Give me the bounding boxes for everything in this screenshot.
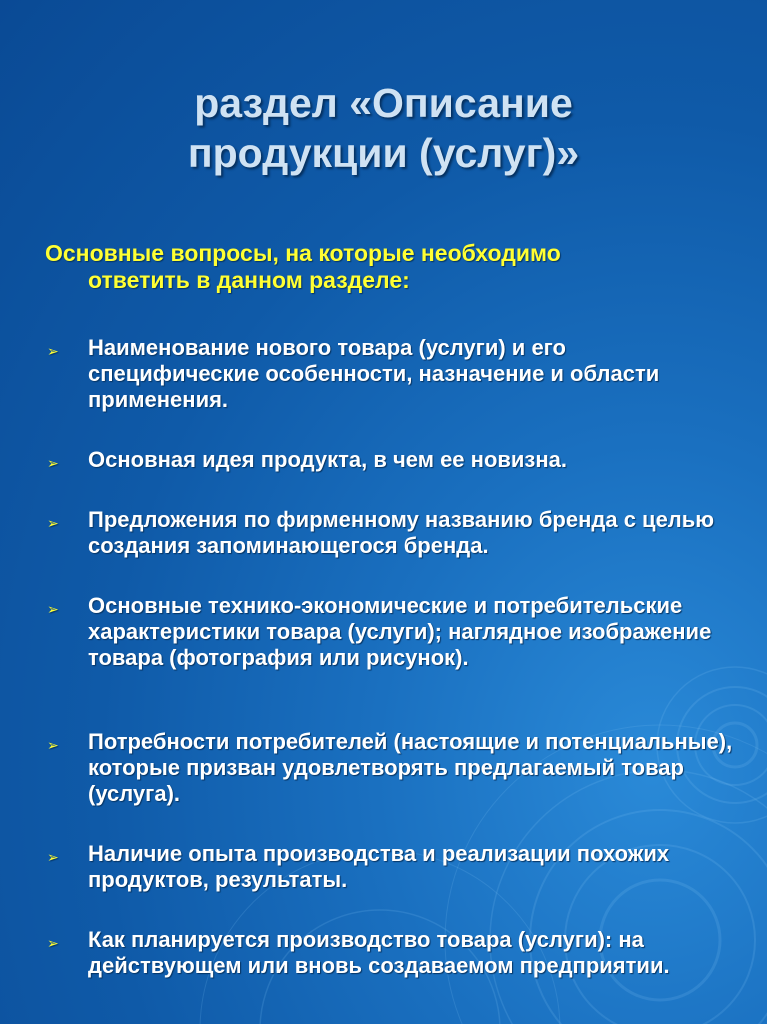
title-line-2: продукции (услуг)» bbox=[187, 130, 580, 176]
bullet-text: Основные технико-экономические и потребительские характеристики товара (услуги); наглядное изображение товара (фотография или рисунок). bbox=[88, 593, 712, 670]
bullet-text: Наличие опыта производства и реализации похожих продуктов, результаты. bbox=[88, 841, 670, 892]
list-item bbox=[45, 593, 735, 671]
arrow-bullet-icon: ➢ bbox=[47, 737, 59, 753]
list-item bbox=[45, 507, 735, 559]
arrow-bullet-icon: ➢ bbox=[47, 515, 59, 531]
bullet-text: Основная идея продукта, в чем ее новизна. bbox=[88, 447, 568, 472]
bullet-text: Наименование нового товара (услуги) и его специфические особенности, назначение и области применения. bbox=[88, 335, 660, 412]
list-item bbox=[45, 335, 735, 413]
arrow-bullet-icon: ➢ bbox=[47, 935, 59, 951]
slide-title bbox=[60, 78, 707, 178]
arrow-bullet-icon: ➢ bbox=[47, 343, 59, 359]
title-line-1: раздел «Описание bbox=[194, 80, 573, 126]
bullet-text: Как планируется производство товара (услуги): на действующем или вновь создаваемом предприятии. bbox=[88, 927, 670, 978]
subtitle-line-2: ответить в данном разделе: bbox=[88, 267, 410, 293]
list-item bbox=[45, 841, 735, 893]
bullet-text: Предложения по фирменному названию бренда с целью создания запоминающегося бренда. bbox=[88, 507, 715, 558]
bullet-text: Потребности потребителей (настоящие и потенциальные), которые призван удовлетворять предлагаемый товар (услуга). bbox=[88, 729, 733, 806]
section-subtitle bbox=[45, 240, 735, 294]
arrow-bullet-icon: ➢ bbox=[47, 455, 59, 471]
arrow-bullet-icon: ➢ bbox=[47, 849, 59, 865]
list-item bbox=[45, 927, 735, 979]
list-item bbox=[45, 447, 735, 473]
subtitle-line-1: Основные вопросы, на которые необходимо bbox=[45, 240, 561, 266]
list-item bbox=[45, 729, 735, 807]
arrow-bullet-icon: ➢ bbox=[47, 601, 59, 617]
